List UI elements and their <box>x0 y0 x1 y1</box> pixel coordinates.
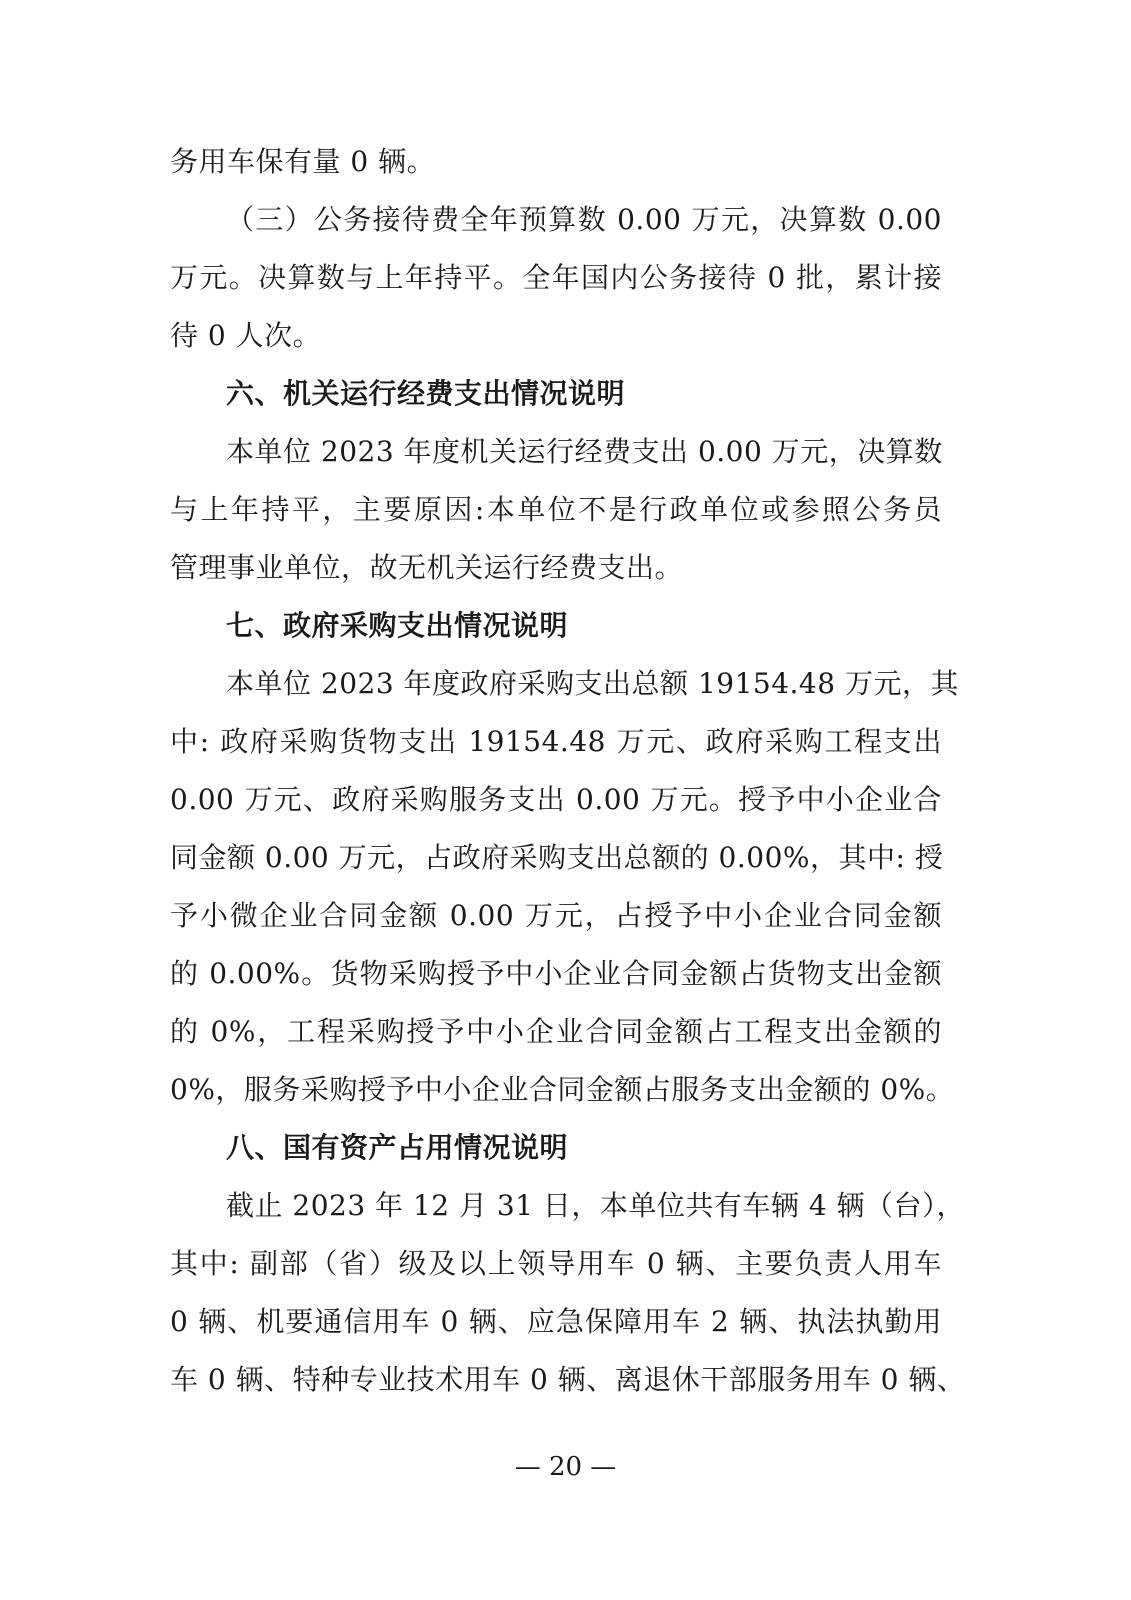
text-line: 0%，服务采购授予中小企业合同金额占服务支出金额的 0%。 <box>170 1073 955 1106</box>
text-line: 同金额 0.00 万元，占政府采购支出总额的 0.00%，其中: 授 <box>170 841 944 874</box>
text-line: 截止 2023 年 12 月 31 日，本单位共有车辆 4 辆（台）， <box>226 1189 966 1222</box>
text-line: 予小微企业合同金额 0.00 万元，占授予中小企业合同金额 <box>170 899 942 932</box>
text-line: 的 0.00%。货物采购授予中小企业合同金额占货物支出金额 <box>170 957 942 990</box>
section-heading: 七、政府采购支出情况说明 <box>226 609 569 642</box>
text-line: 其中: 副部（省）级及以上领导用车 0 辆、主要负责人用车 <box>170 1247 942 1280</box>
text-line: 中: 政府采购货物支出 19154.48 万元、政府采购工程支出 <box>170 725 942 758</box>
text-line: 本单位 2023 年度政府采购支出总额 19154.48 万元，其 <box>226 667 959 700</box>
text-line: 车 0 辆、特种专业技术用车 0 辆、离退休干部服务用车 0 辆、 <box>170 1363 966 1396</box>
text-line: 务用车保有量 0 辆。 <box>170 145 436 178</box>
text-line: 与上年持平，主要原因:本单位不是行政单位或参照公务员 <box>170 493 942 526</box>
section-heading: 八、国有资产占用情况说明 <box>226 1131 569 1164</box>
text-line: 待 0 人次。 <box>170 319 322 352</box>
text-line: 管理事业单位，故无机关运行经费支出。 <box>170 551 684 584</box>
text-line: 0.00 万元、政府采购服务支出 0.00 万元。授予中小企业合 <box>170 783 942 816</box>
page-number: — 20 — <box>514 1452 617 1482</box>
text-line: 本单位 2023 年度机关运行经费支出 0.00 万元，决算数 <box>226 435 943 468</box>
text-line: 万元。决算数与上年持平。全年国内公务接待 0 批，累计接 <box>170 261 942 294</box>
text-line: 0 辆、机要通信用车 0 辆、应急保障用车 2 辆、执法执勤用 <box>170 1305 942 1338</box>
body-text <box>170 133 966 1409</box>
text-line: 的 0%，工程采购授予中小企业合同金额占工程支出金额的 <box>170 1015 942 1048</box>
section-heading: 六、机关运行经费支出情况说明 <box>226 377 626 410</box>
text-line: （三）公务接待费全年预算数 0.00 万元，决算数 0.00 <box>226 203 942 236</box>
